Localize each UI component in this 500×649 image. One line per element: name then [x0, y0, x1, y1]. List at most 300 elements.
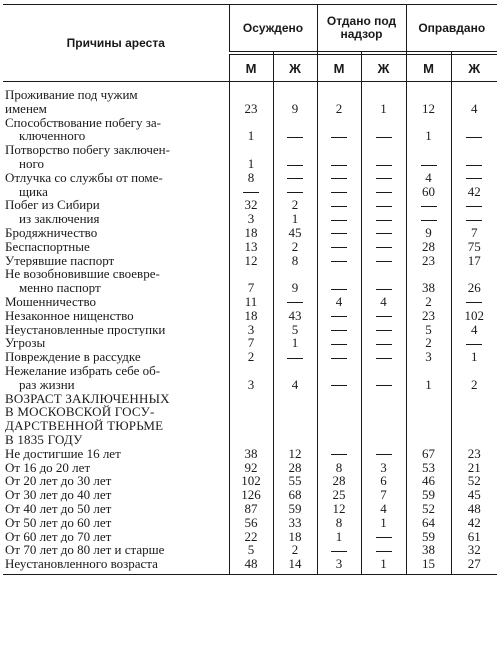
cell-value: 38	[422, 280, 436, 295]
count-cell	[229, 336, 273, 350]
cell-value: 126	[241, 488, 261, 502]
cell-value	[376, 358, 392, 359]
cell-value: 3	[380, 460, 387, 475]
cell-value: 32	[467, 543, 481, 558]
age-group-text: От 16 до 20 лет	[5, 460, 91, 475]
cell-value	[466, 220, 482, 221]
cell-value	[376, 454, 392, 455]
arrest-reason	[3, 116, 229, 144]
cell-value: 1	[471, 350, 478, 364]
count-cell	[451, 461, 497, 475]
age-group-text: От 50 лет до 60 лет	[5, 515, 112, 530]
cell-value	[466, 137, 482, 138]
cell-value	[287, 302, 303, 303]
table-row	[3, 323, 497, 337]
cell-value: 55	[288, 474, 302, 489]
count-cell	[229, 488, 273, 502]
count-cell	[361, 267, 406, 295]
count-cell	[229, 557, 273, 574]
count-cell	[361, 82, 406, 116]
cell-value: 6	[380, 474, 387, 489]
age-group-text: От 40 лет до 50 лет	[5, 501, 112, 516]
section-title-line: В МОСКОВСКОЙ ГОСУ-	[5, 404, 155, 420]
cell-value	[376, 220, 392, 221]
cell-value: 18	[244, 225, 258, 240]
count-cell	[406, 226, 451, 240]
cell-value: 59	[422, 488, 436, 502]
count-cell	[406, 557, 451, 574]
arrest-reason	[3, 198, 229, 212]
count-cell	[451, 240, 497, 254]
count-cell	[451, 226, 497, 240]
count-cell	[317, 254, 361, 268]
arrest-reason	[3, 336, 229, 350]
empty-cell	[451, 392, 497, 447]
cell-value	[466, 302, 482, 303]
cell-value: 4	[425, 170, 432, 185]
age-table-row	[3, 461, 497, 475]
count-cell	[273, 530, 317, 544]
cell-value: 38	[422, 543, 436, 558]
count-cell	[273, 447, 317, 461]
cell-value: 45	[467, 488, 481, 502]
cell-value: 4	[380, 501, 387, 516]
sex-header-female: Ж	[361, 55, 406, 82]
age-table-row	[3, 516, 497, 530]
count-cell	[451, 323, 497, 337]
count-cell	[406, 543, 451, 557]
cell-value: 17	[467, 253, 481, 268]
count-cell	[229, 474, 273, 488]
cell-value: 7	[247, 280, 255, 295]
count-cell	[361, 474, 406, 488]
cell-value: 1	[425, 128, 432, 144]
cell-value: 3	[425, 350, 432, 364]
cell-value: 7	[380, 488, 387, 502]
table-row	[3, 198, 497, 212]
cell-value	[331, 220, 347, 221]
count-cell	[406, 295, 451, 309]
cell-value: 2	[291, 543, 299, 558]
cell-value	[331, 192, 347, 193]
count-cell	[229, 502, 273, 516]
count-cell	[361, 143, 406, 171]
arrest-reason	[3, 171, 229, 185]
cell-value	[376, 137, 392, 138]
table-body	[3, 82, 497, 575]
count-cell	[361, 212, 406, 226]
count-cell	[361, 336, 406, 350]
count-cell	[317, 82, 361, 116]
table-row	[3, 350, 497, 364]
cell-value	[331, 316, 347, 317]
count-cell	[273, 557, 317, 574]
cell-value: 14	[288, 557, 302, 572]
arrest-reason	[3, 212, 229, 226]
sex-header-male: М	[229, 55, 273, 82]
section-title-line: В 1835 ГОДУ	[5, 431, 83, 447]
count-cell	[406, 82, 451, 116]
count-cell	[273, 240, 317, 254]
cell-value	[376, 233, 392, 234]
count-cell	[229, 530, 273, 544]
cell-value: 1	[291, 336, 299, 351]
cell-value	[331, 551, 347, 552]
count-cell	[273, 461, 317, 475]
age-group-text: От 60 лет до 70 лет	[5, 529, 112, 544]
count-cell	[229, 543, 273, 557]
cell-value: 13	[244, 239, 258, 254]
cell-value: 8	[247, 170, 255, 185]
arrest-reason	[3, 364, 229, 392]
count-cell	[273, 143, 317, 171]
count-cell	[451, 267, 497, 295]
age-group-text: Не достигшие 16 лет	[5, 446, 121, 461]
count-cell	[361, 364, 406, 392]
cell-value: 7	[247, 336, 255, 351]
count-cell	[451, 447, 497, 461]
arrest-reason	[3, 143, 229, 171]
count-cell	[317, 226, 361, 240]
reason-line: Нежелание избрать себе об-	[5, 363, 161, 378]
count-cell	[317, 240, 361, 254]
reason-line: Не возобновившие своевре-	[5, 267, 160, 282]
count-cell	[406, 461, 451, 475]
count-cell	[273, 323, 317, 337]
reason-line: ключенного	[19, 128, 86, 144]
cell-value: 1	[291, 212, 299, 226]
table-row	[3, 143, 497, 171]
cell-value	[376, 206, 392, 207]
cell-value	[421, 220, 437, 221]
cell-value: 18	[288, 529, 302, 544]
count-cell	[317, 447, 361, 461]
cell-value: 102	[241, 474, 261, 489]
arrest-statistics-table	[3, 4, 497, 575]
count-cell	[317, 116, 361, 144]
cell-value: 60	[422, 184, 436, 199]
table-row	[3, 82, 497, 116]
count-cell	[361, 543, 406, 557]
cell-value	[331, 454, 347, 455]
cell-value: 59	[288, 501, 302, 516]
count-cell	[273, 198, 317, 212]
section-title-line: ВОЗРАСТ ЗАКЛЮЧЕННЫХ	[5, 391, 170, 406]
cell-value: 53	[422, 460, 436, 475]
cell-value: 28	[288, 460, 302, 475]
count-cell	[406, 267, 451, 295]
sex-header-male: М	[406, 55, 451, 82]
count-cell	[317, 336, 361, 350]
cell-value: 5	[425, 322, 432, 337]
sex-header-female: Ж	[273, 55, 317, 82]
cell-value: 15	[422, 557, 436, 572]
cell-value: 27	[467, 557, 481, 572]
count-cell	[273, 502, 317, 516]
cell-value	[421, 206, 437, 207]
cell-value	[376, 344, 392, 345]
cell-value: 23	[244, 100, 258, 116]
count-cell	[229, 171, 273, 185]
acquitted-group-header: Оправдано	[406, 5, 497, 52]
count-cell	[361, 254, 406, 268]
cell-value: 3	[335, 557, 343, 572]
cell-value: 2	[425, 294, 432, 309]
count-cell	[273, 336, 317, 350]
cell-value: 38	[244, 446, 258, 461]
cell-value	[331, 137, 347, 138]
arrest-reason	[3, 295, 229, 309]
count-cell	[406, 474, 451, 488]
count-cell	[229, 364, 273, 392]
count-cell	[406, 530, 451, 544]
count-cell	[229, 350, 273, 364]
reason-column-header: Причины ареста	[3, 5, 229, 82]
table-row	[3, 267, 497, 295]
age-group-text: От 70 лет до 80 лет и старше	[5, 543, 165, 558]
cell-value: 23	[422, 253, 436, 268]
reason-line: менно паспорт	[19, 280, 101, 295]
count-cell	[406, 323, 451, 337]
cell-value: 33	[288, 515, 302, 530]
cell-value: 46	[422, 474, 436, 489]
count-cell	[317, 516, 361, 530]
count-cell	[273, 350, 317, 364]
cell-value: 28	[422, 239, 436, 254]
arrest-reason	[3, 82, 229, 116]
arrest-reason	[3, 267, 229, 295]
arrest-reason	[3, 240, 229, 254]
table-row	[3, 185, 497, 199]
count-cell	[361, 309, 406, 323]
cell-value	[376, 247, 392, 248]
table-row	[3, 226, 497, 240]
age-table-row	[3, 543, 497, 557]
count-cell	[273, 116, 317, 144]
cell-value: 3	[247, 212, 255, 226]
count-cell	[451, 502, 497, 516]
cell-value: 1	[247, 155, 255, 171]
count-cell	[451, 295, 497, 309]
count-cell	[317, 309, 361, 323]
cell-value: 3	[247, 376, 255, 392]
age-group-text: От 30 лет до 40 лет	[5, 488, 112, 502]
count-cell	[406, 364, 451, 392]
count-cell	[229, 143, 273, 171]
cell-value: 48	[244, 557, 258, 572]
count-cell	[361, 185, 406, 199]
count-cell	[406, 336, 451, 350]
reason-line: Мошенничество	[5, 294, 97, 309]
reason-line: Потворство побегу заключен-	[5, 143, 170, 158]
count-cell	[451, 530, 497, 544]
cell-value: 2	[335, 100, 343, 116]
count-cell	[361, 295, 406, 309]
count-cell	[229, 116, 273, 144]
cell-value: 45	[288, 225, 302, 240]
cell-value	[376, 385, 392, 386]
count-cell	[361, 447, 406, 461]
supervision-group-header: Отдано под надзор	[317, 5, 406, 52]
cell-value: 8	[291, 253, 299, 268]
count-cell	[451, 516, 497, 530]
cell-value	[376, 165, 392, 166]
count-cell	[406, 350, 451, 364]
count-cell	[406, 185, 451, 199]
count-cell	[451, 254, 497, 268]
count-cell	[317, 350, 361, 364]
age-group-label	[3, 488, 229, 502]
cell-value	[331, 385, 347, 386]
cell-value: 4	[291, 376, 299, 392]
count-cell	[273, 295, 317, 309]
empty-cell	[317, 392, 361, 447]
age-section-title	[3, 392, 229, 447]
count-cell	[406, 198, 451, 212]
cell-value: 5	[291, 322, 299, 337]
section-title-row	[3, 392, 497, 447]
count-cell	[229, 323, 273, 337]
count-cell	[229, 461, 273, 475]
reason-line: раз жизни	[19, 376, 75, 392]
table-row	[3, 212, 497, 226]
count-cell	[317, 185, 361, 199]
count-cell	[317, 212, 361, 226]
cell-value: 64	[422, 515, 436, 530]
count-cell	[451, 488, 497, 502]
cell-value: 2	[471, 376, 478, 392]
cell-value	[376, 178, 392, 179]
count-cell	[229, 212, 273, 226]
cell-value: 1	[380, 100, 387, 116]
count-cell	[451, 212, 497, 226]
cell-value	[331, 358, 347, 359]
empty-cell	[361, 392, 406, 447]
count-cell	[229, 267, 273, 295]
age-table-row	[3, 474, 497, 488]
count-cell	[451, 474, 497, 488]
reason-line: Неустановленные проступки	[5, 322, 166, 337]
count-cell	[451, 543, 497, 557]
reason-line: щика	[19, 184, 48, 199]
cell-value	[421, 165, 437, 166]
cell-value: 12	[332, 501, 346, 516]
table-row	[3, 240, 497, 254]
count-cell	[361, 461, 406, 475]
count-cell	[317, 488, 361, 502]
count-cell	[406, 240, 451, 254]
cell-value: 4	[471, 100, 478, 116]
cell-value	[376, 537, 392, 538]
count-cell	[273, 543, 317, 557]
age-group-label	[3, 516, 229, 530]
cell-value	[331, 289, 347, 290]
count-cell	[229, 82, 273, 116]
cell-value: 25	[332, 488, 346, 502]
count-cell	[451, 557, 497, 574]
arrest-reason	[3, 350, 229, 364]
empty-cell	[406, 392, 451, 447]
table-row	[3, 254, 497, 268]
count-cell	[317, 557, 361, 574]
cell-value: 12	[422, 100, 436, 116]
count-cell	[273, 488, 317, 502]
age-table-row	[3, 447, 497, 461]
count-cell	[406, 516, 451, 530]
table-row	[3, 171, 497, 185]
reason-line: Незаконное нищенство	[5, 308, 134, 323]
cell-value: 9	[291, 100, 299, 116]
cell-value: 23	[467, 446, 481, 461]
cell-value	[376, 261, 392, 262]
table-row	[3, 309, 497, 323]
count-cell	[361, 350, 406, 364]
count-cell	[451, 185, 497, 199]
count-cell	[406, 116, 451, 144]
table-row	[3, 336, 497, 350]
cell-value: 21	[467, 460, 481, 475]
cell-value: 42	[467, 184, 481, 199]
arrest-reason	[3, 309, 229, 323]
count-cell	[317, 143, 361, 171]
count-cell	[451, 350, 497, 364]
age-group-label	[3, 502, 229, 516]
cell-value	[287, 358, 303, 359]
cell-value	[376, 316, 392, 317]
count-cell	[406, 309, 451, 323]
reason-line: Утерявшие паспорт	[5, 253, 115, 268]
cell-value: 9	[291, 280, 299, 295]
cell-value	[331, 344, 347, 345]
cell-value: 18	[244, 308, 258, 323]
cell-value: 1	[335, 529, 343, 544]
count-cell	[451, 198, 497, 212]
cell-value: 9	[425, 225, 432, 240]
sex-header-male: М	[317, 55, 361, 82]
cell-value: 2	[291, 239, 299, 254]
reason-line: Отлучка со службы от поме-	[5, 170, 163, 185]
reason-line: Побег из Сибири	[5, 198, 100, 213]
cell-value: 26	[467, 280, 481, 295]
cell-value: 48	[467, 501, 481, 516]
count-cell	[273, 516, 317, 530]
cell-value: 12	[288, 446, 302, 461]
count-cell	[361, 488, 406, 502]
cell-value: 52	[467, 474, 481, 489]
cell-value	[331, 233, 347, 234]
cell-value: 1	[380, 515, 387, 530]
count-cell	[273, 171, 317, 185]
empty-cell	[273, 392, 317, 447]
cell-value: 1	[380, 557, 387, 572]
cell-value	[331, 165, 347, 166]
cell-value: 2	[247, 350, 255, 364]
section-title-line: ДАРСТВЕННОЙ ТЮРЬМЕ	[5, 418, 164, 434]
table-row	[3, 364, 497, 392]
arrest-reason	[3, 226, 229, 240]
cell-value: 5	[247, 543, 255, 558]
reason-line: Повреждение в рассудке	[5, 350, 141, 364]
count-cell	[451, 171, 497, 185]
count-cell	[229, 295, 273, 309]
sex-header-female: Ж	[451, 55, 497, 82]
count-cell	[273, 267, 317, 295]
cell-value: 92	[244, 460, 258, 475]
count-cell	[317, 543, 361, 557]
count-cell	[273, 185, 317, 199]
age-group-label	[3, 447, 229, 461]
count-cell	[317, 502, 361, 516]
